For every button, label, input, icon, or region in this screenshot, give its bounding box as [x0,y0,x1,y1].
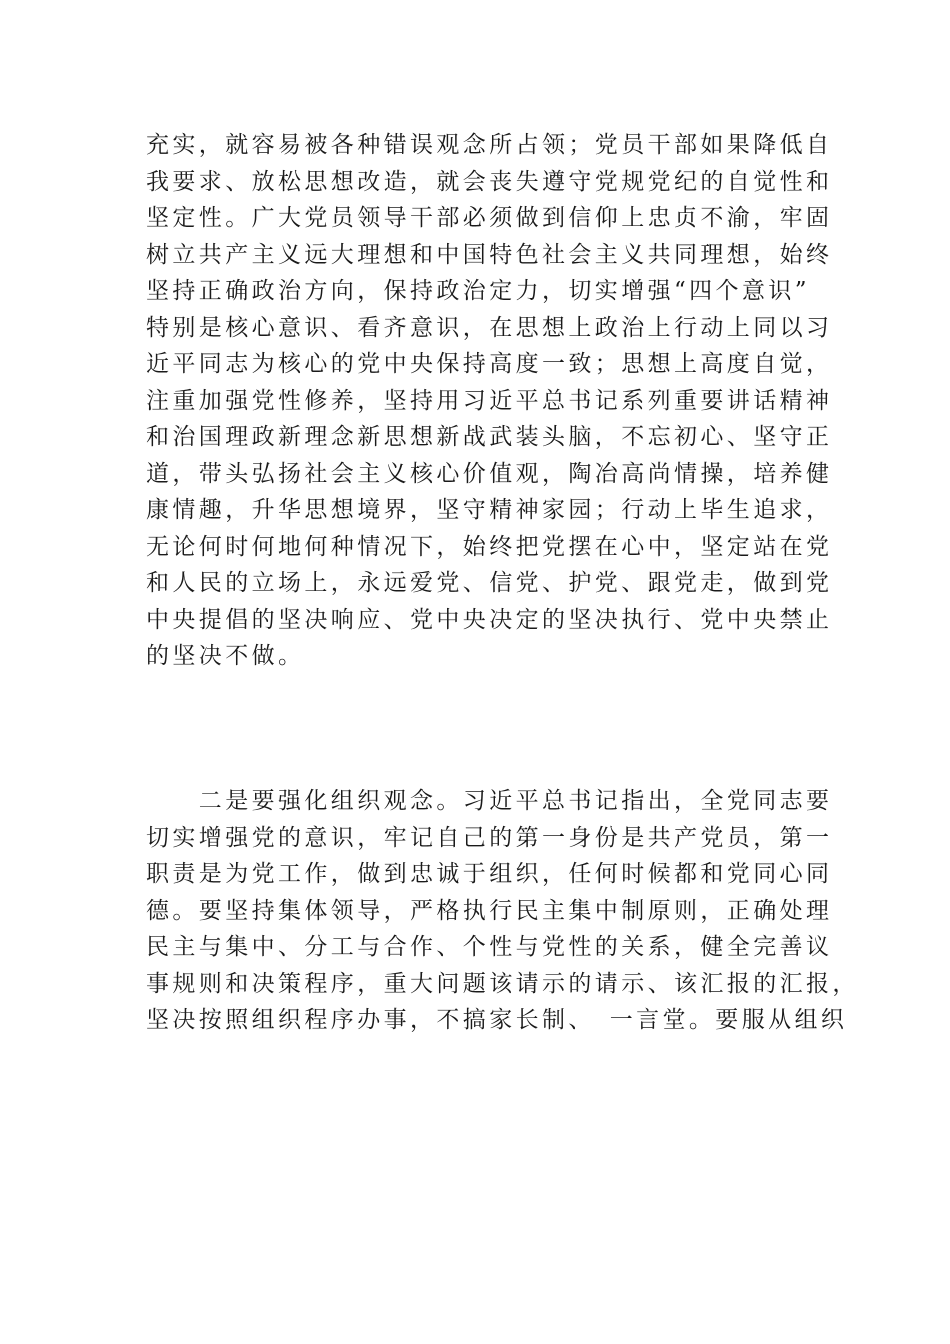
text-line: 注重加强党性修养，坚持用习近平总书记系列重要讲话精神 [146,387,833,414]
text-line: 特别是核心意识、看齐意识，在思想上政治上行动上同以习 [146,314,833,341]
text-line: 职责是为党工作，做到忠诚于组织，任何时候都和党同心同 [146,861,833,887]
paragraph-continued [146,127,833,675]
paragraph-organization [146,783,859,1039]
text-line: 坚定性。广大党员领导干部必须做到信仰上忠贞不渝，牢固 [146,205,833,231]
text-line: 无论何时何地何种情况下，始终把党摆在心中，坚定站在党 [146,533,833,560]
text-line: 坚决按照组织程序办事，不搞家长制、 一言堂。要服从组织 [146,1007,848,1033]
text-line: 和治国理政新理念新思想新战武装头脑，不忘初心、坚守正 [146,424,833,450]
text-line: 的坚决不做。 [146,643,305,669]
text-line: 民主与集中、分工与合作、个性与党性的关系，健全完善议 [146,934,833,960]
text-line: 我要求、放松思想改造，就会丧失遵守党规党纪的自觉性和 [146,168,833,195]
text-line: 道，带头弘扬社会主义核心价值观，陶冶高尚情操，培养健 [146,460,833,487]
text-line: 二是要强化组织观念。习近平总书记指出，全党同志要 [146,788,833,814]
text-line: 切实增强党的意识，牢记自己的第一身份是共产党员，第一 [146,824,833,851]
text-line: 德。要坚持集体领导，严格执行民主集中制原则，正确处理 [146,897,833,924]
text-line: 近平同志为核心的党中央保持高度一致；思想上高度自觉， [146,351,833,377]
text-line: 树立共产主义远大理想和中国特色社会主义共同理想，始终 [146,241,833,268]
text-line: 坚持正确政治方向，保持政治定力，切实增强“四个意识” [146,278,810,304]
text-line: 和人民的立场上，永远爱党、信党、护党、跟党走，做到党 [146,570,833,596]
text-line: 充实，就容易被各种错误观念所占领；党员干部如果降低自 [146,132,833,158]
text-line: 中央提倡的坚决响应、党中央决定的坚决执行、党中央禁止 [146,606,833,633]
text-line: 康情趣，升华思想境界，坚守精神家园；行动上毕生追求， [146,497,833,523]
text-line: 事规则和决策程序，重大问题该请示的请示、该汇报的汇报， [146,970,859,997]
